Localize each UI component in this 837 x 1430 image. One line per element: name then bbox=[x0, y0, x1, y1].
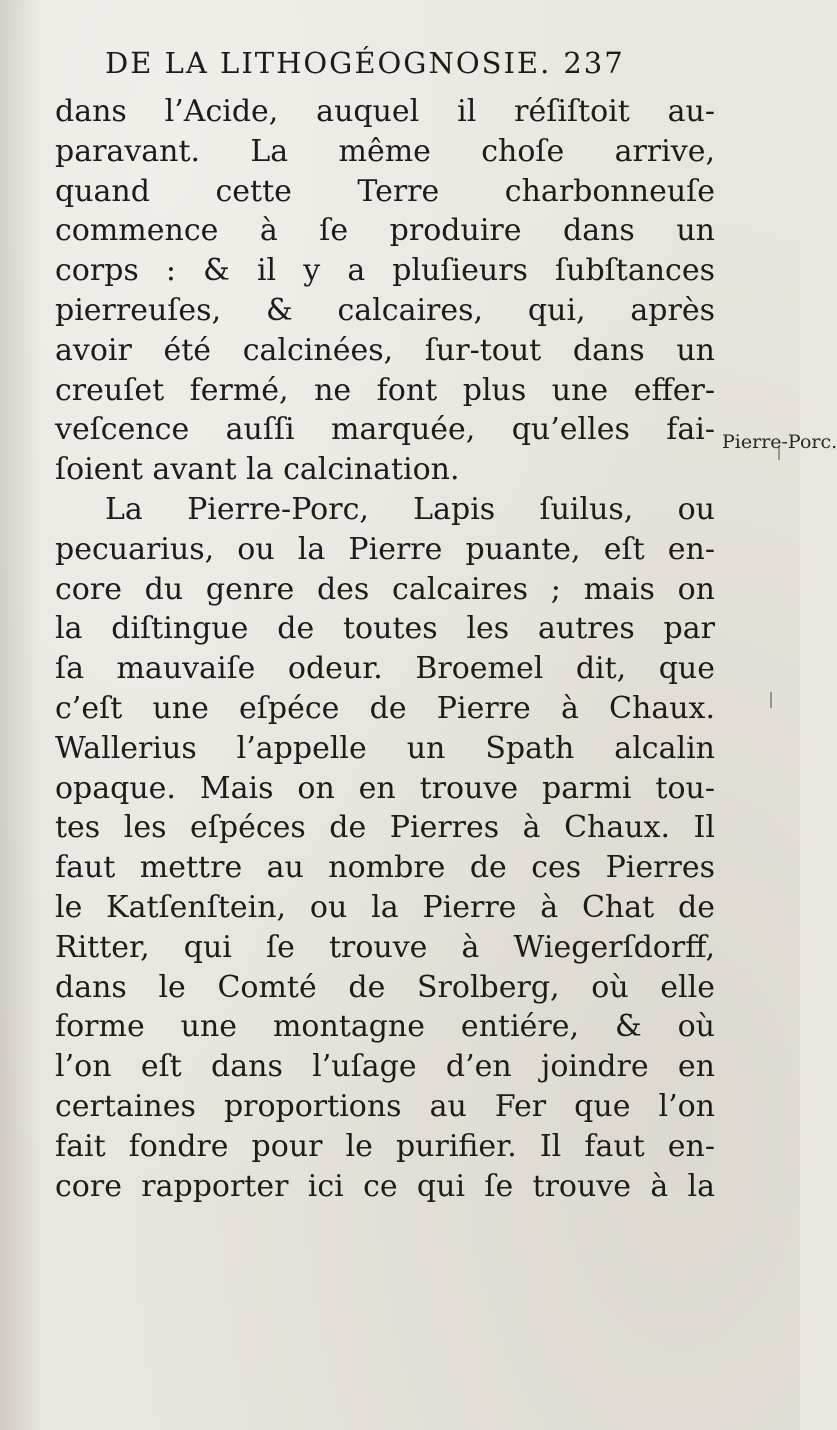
text-line: corps : & il y a pluſieurs ſubſtances bbox=[55, 253, 715, 289]
paper-speck bbox=[770, 692, 772, 708]
text-line: faut mettre au nombre de ces Pierres bbox=[55, 850, 715, 886]
text-line: forme une montagne entiére, & où bbox=[55, 1009, 715, 1045]
margin-note: Pierre-Porc. bbox=[722, 431, 837, 453]
text-line: opaque. Mais on en trouve parmi tou- bbox=[55, 770, 715, 806]
text-line: Wallerius l’appelle un Spath alcalin bbox=[55, 730, 715, 766]
text-line: fait fondre pour le purifier. Il faut en- bbox=[55, 1128, 715, 1164]
text-line: Ritter, qui ſe trouve à Wiegerſdorff, bbox=[55, 929, 715, 965]
text-line: La Pierre-Porc, Lapis ſuilus, ou bbox=[105, 491, 715, 527]
text-line: veſcence auſſi marquée, qu’elles fai- bbox=[55, 412, 715, 448]
text-line: pierreuſes, & calcaires, qui, après bbox=[55, 292, 715, 328]
page-number: 237 bbox=[563, 46, 625, 80]
running-head bbox=[105, 46, 705, 80]
running-title: DE LA LITHOGÉOGNOSIE. bbox=[105, 46, 552, 80]
text-line: quand cette Terre charbonneuſe bbox=[55, 173, 715, 209]
text-line: ſoient avant la calcination. bbox=[55, 452, 460, 488]
text-line: l’on eſt dans l’uſage d’en joindre en bbox=[55, 1049, 715, 1085]
text-line: paravant. La même choſe arrive, bbox=[55, 133, 715, 169]
text-line: dans le Comté de Srolberg, où elle bbox=[55, 969, 715, 1005]
text-line: certaines proportions au Fer que l’on bbox=[55, 1088, 715, 1124]
text-line: dans l’Acide, auquel il réſiſtoit au- bbox=[55, 94, 715, 129]
paper-speck bbox=[778, 446, 780, 460]
body-text bbox=[55, 92, 715, 1206]
text-line: core rapporter ici ce qui ſe trouve à la bbox=[55, 1168, 715, 1204]
text-line: creuſet fermé, ne font plus une effer- bbox=[55, 372, 715, 408]
text-line: avoir été calcinées, ſur-tout dans un bbox=[55, 332, 715, 368]
text-line: pecuarius, ou la Pierre puante, eſt en- bbox=[55, 531, 715, 567]
text-line: core du genre des calcaires ; mais on bbox=[55, 571, 715, 607]
text-line: commence à ſe produire dans un bbox=[55, 213, 715, 249]
page-spine-shadow bbox=[0, 0, 40, 1430]
text-line: ſa mauvaiſe odeur. Broemel dit, que bbox=[55, 651, 715, 687]
text-line: le Katſenſtein, ou la Pierre à Chat de bbox=[55, 889, 715, 925]
text-line: la diſtingue de toutes les autres par bbox=[55, 611, 715, 647]
text-line: c’eſt une eſpéce de Pierre à Chaux. bbox=[55, 690, 715, 726]
text-line: tes les eſpéces de Pierres à Chaux. Il bbox=[55, 810, 715, 846]
